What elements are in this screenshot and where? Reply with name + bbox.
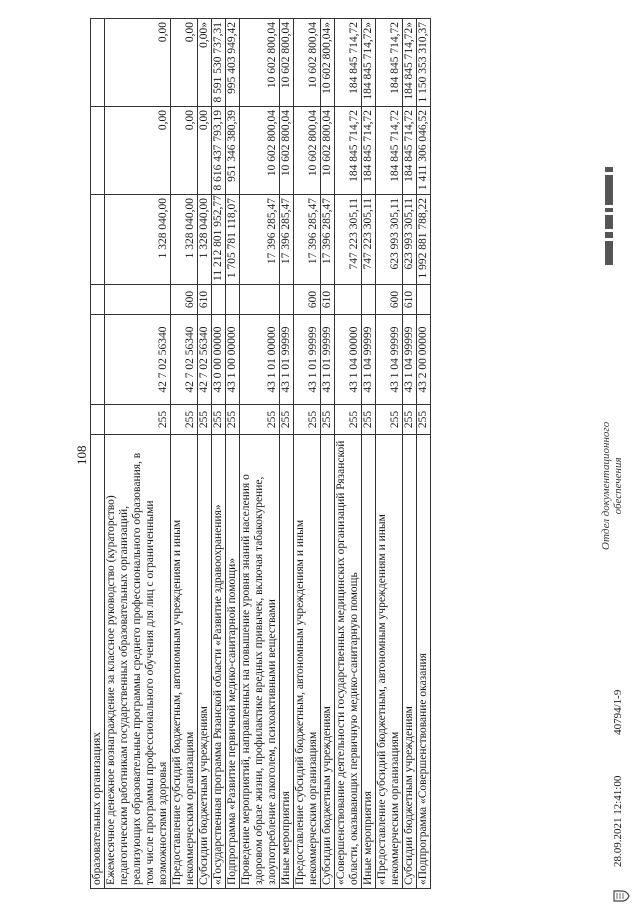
row-amount-year1: 623 993 305,11 — [403, 195, 417, 285]
table-row — [105, 19, 171, 889]
budget-table-body — [91, 19, 431, 889]
row-code: 255 — [198, 405, 212, 435]
row-amount-year1: 17 396 285,47 — [280, 195, 294, 285]
row-target-code: 43 1 01 00000 — [240, 315, 280, 405]
row-code: 255 — [171, 405, 198, 435]
row-amount-year3: 184 845 714,72 — [335, 19, 362, 107]
department-stamp-line1: Отдел документационного — [600, 421, 612, 550]
row-amount-year1: 1 328 040,00 — [105, 195, 171, 285]
row-amount-year2: 10 602 800,04 — [240, 107, 280, 195]
row-code: 255 — [240, 405, 280, 435]
table-row — [417, 19, 431, 889]
table-row — [280, 19, 294, 889]
row-amount-year1: 1 705 781 118,07 — [226, 195, 240, 285]
row-amount-year3: 10 602 800,04» — [321, 19, 335, 107]
row-name: Проведение мероприятий, направленных на повышение уровня знаний населения о здоровом образе жизни, профилактике вредных привычек, включая табакокурение, злоупотребление алкоголем, психоактивными веществами — [240, 435, 280, 889]
row-amount-year1: 747 223 305,11 — [335, 195, 362, 285]
row-amount-year2: 0,00 — [198, 107, 212, 195]
row-amount-year2: 10 602 800,04 — [280, 107, 294, 195]
row-name: Иные мероприятия — [362, 435, 376, 889]
coat-of-arms-icon — [612, 889, 635, 903]
row-amount-year2: 10 602 800,04 — [294, 107, 321, 195]
row-name: Ежемесячное денежное вознаграждение за классное руководство (кураторство) педагогическим работникам государственных образовательных организаций, реализующих образовательные программы среднего профессионального образования, в том числе программы профессионального обучения для лиц с ограниченными возможностями здоровья — [105, 435, 171, 889]
row-name: Предоставление субсидий бюджетным, автономным учреждениям и иным некоммерческим организациям — [294, 435, 321, 889]
table-row — [335, 19, 362, 889]
row-amount-year3: 184 845 714,72 — [376, 19, 403, 107]
table-row — [321, 19, 335, 889]
row-name: «Государственная программа Рязанской области «Развитие здравоохранения» — [212, 435, 226, 889]
row-expense-type — [335, 285, 362, 315]
row-amount-year3: 0,00 — [105, 19, 171, 107]
row-amount-year1: 17 396 285,47 — [321, 195, 335, 285]
row-amount-year3: 8 591 530 737,31 — [212, 19, 226, 107]
row-target-code: 43 1 04 00000 — [335, 315, 362, 405]
table-row — [226, 19, 240, 889]
row-code — [91, 405, 105, 435]
row-amount-year2 — [91, 107, 105, 195]
page-number: 108 — [74, 445, 89, 465]
row-expense-type: 600 — [376, 285, 403, 315]
row-name: «Совершенствование деятельности государственных медицинских организаций Рязанской области, оказывающих первичную медико-санитарную помощь — [335, 435, 362, 889]
row-target-code: 42 7 02 56340 — [171, 315, 198, 405]
row-target-code: 43 0 00 00000 — [212, 315, 226, 405]
row-target-code: 43 1 01 99999 — [321, 315, 335, 405]
row-amount-year3: 1 150 353 310,37 — [417, 19, 431, 107]
row-amount-year3: 184 845 714,72» — [362, 19, 376, 107]
row-expense-type: 610 — [403, 285, 417, 315]
row-name: образовательных организациях — [91, 435, 105, 889]
row-code: 255 — [362, 405, 376, 435]
row-expense-type — [105, 285, 171, 315]
row-expense-type — [91, 285, 105, 315]
row-target-code: 43 1 01 99999 — [280, 315, 294, 405]
table-row — [240, 19, 280, 889]
footer-stamp — [612, 652, 624, 887]
row-amount-year2: 184 845 714,72 — [362, 107, 376, 195]
row-amount-year2: 184 845 714,72 — [335, 107, 362, 195]
row-amount-year1: 747 223 305,11 — [362, 195, 376, 285]
row-target-code: 43 1 04 99999 — [403, 315, 417, 405]
row-amount-year3: 10 602 800,04 — [240, 19, 280, 107]
row-name: «Подпрограмма «Совершенствование оказания — [417, 435, 431, 889]
row-expense-type — [417, 285, 431, 315]
row-code: 255 — [321, 405, 335, 435]
row-code: 255 — [335, 405, 362, 435]
row-target-code: 42 7 02 56340 — [105, 315, 171, 405]
row-code: 255 — [417, 405, 431, 435]
table-row — [198, 19, 212, 889]
row-target-code: 43 2 00 00000 — [417, 315, 431, 405]
row-expense-type — [212, 285, 226, 315]
row-expense-type — [226, 285, 240, 315]
row-code: 255 — [105, 405, 171, 435]
row-amount-year1 — [91, 195, 105, 285]
row-amount-year3: 0,00» — [198, 19, 212, 107]
row-amount-year1: 1 992 881 788,22 — [417, 195, 431, 285]
row-name: Подпрограмма «Развитие первичной медико-санитарной помощи» — [226, 435, 240, 889]
row-name: Предоставление субсидий бюджетным, автономным учреждениям и иным некоммерческим организациям — [171, 435, 198, 889]
row-amount-year3: 0,00 — [171, 19, 198, 107]
row-amount-year2: 184 845 714,72 — [403, 107, 417, 195]
row-target-code: 43 1 04 99999 — [376, 315, 403, 405]
row-target-code: 43 1 00 00000 — [226, 315, 240, 405]
row-amount-year1: 1 328 040,00 — [171, 195, 198, 285]
row-expense-type: 600 — [294, 285, 321, 315]
row-amount-year1: 623 993 305,11 — [376, 195, 403, 285]
department-stamp-line2: обеспечения — [612, 457, 624, 515]
row-name: Иные мероприятия — [280, 435, 294, 889]
row-code: 255 — [212, 405, 226, 435]
row-amount-year2: 1 411 306 046,52 — [417, 107, 431, 195]
row-amount-year3: 10 602 800,04 — [280, 19, 294, 107]
row-amount-year3: 995 403 949,42 — [226, 19, 240, 107]
row-amount-year1: 11 212 801 952,77 — [212, 195, 226, 285]
table-row — [376, 19, 403, 889]
row-expense-type — [280, 285, 294, 315]
department-stamp — [600, 422, 624, 550]
row-name: Субсидии бюджетным учреждениям — [403, 435, 417, 889]
row-expense-type — [240, 285, 280, 315]
row-code: 255 — [226, 405, 240, 435]
row-target-code: 42 7 02 56340 — [198, 315, 212, 405]
row-target-code: 43 1 01 99999 — [294, 315, 321, 405]
row-expense-type: 600 — [171, 285, 198, 315]
row-name: Субсидии бюджетным учреждениям — [198, 435, 212, 889]
row-code: 255 — [376, 405, 403, 435]
row-target-code: 43 1 04 99999 — [362, 315, 376, 405]
footer-doc-number: 40794/1-9 — [612, 689, 624, 735]
row-amount-year1: 17 396 285,47 — [240, 195, 280, 285]
row-amount-year2: 0,00 — [105, 107, 171, 195]
table-row — [212, 19, 226, 889]
row-expense-type: 610 — [198, 285, 212, 315]
row-code: 255 — [280, 405, 294, 435]
table-row — [171, 19, 198, 889]
row-amount-year1: 1 328 040,00 — [198, 195, 212, 285]
row-code: 255 — [294, 405, 321, 435]
row-code: 255 — [403, 405, 417, 435]
table-row — [91, 19, 105, 889]
table-row — [294, 19, 321, 889]
row-amount-year1: 17 396 285,47 — [294, 195, 321, 285]
row-name: Субсидии бюджетным учреждениям — [321, 435, 335, 889]
scan-marks — [600, 5, 618, 265]
row-amount-year3: 184 845 714,72» — [403, 19, 417, 107]
table-row — [403, 19, 417, 889]
row-name: «Предоставление субсидий бюджетным, автономным учреждениям и иным некоммерческим организациям — [376, 435, 403, 889]
footer-timestamp: 28.09.2021 12:41:00 — [612, 775, 624, 867]
row-amount-year2: 10 602 800,04 — [321, 107, 335, 195]
row-amount-year2: 0,00 — [171, 107, 198, 195]
row-expense-type: 610 — [321, 285, 335, 315]
row-target-code — [91, 315, 105, 405]
budget-table — [90, 18, 431, 889]
row-expense-type — [362, 285, 376, 315]
row-amount-year3 — [91, 19, 105, 107]
row-amount-year2: 951 346 380,39 — [226, 107, 240, 195]
table-row — [362, 19, 376, 889]
row-amount-year2: 8 616 437 793,19 — [212, 107, 226, 195]
row-amount-year3: 10 602 800,04 — [294, 19, 321, 107]
row-amount-year2: 184 845 714,72 — [376, 107, 403, 195]
